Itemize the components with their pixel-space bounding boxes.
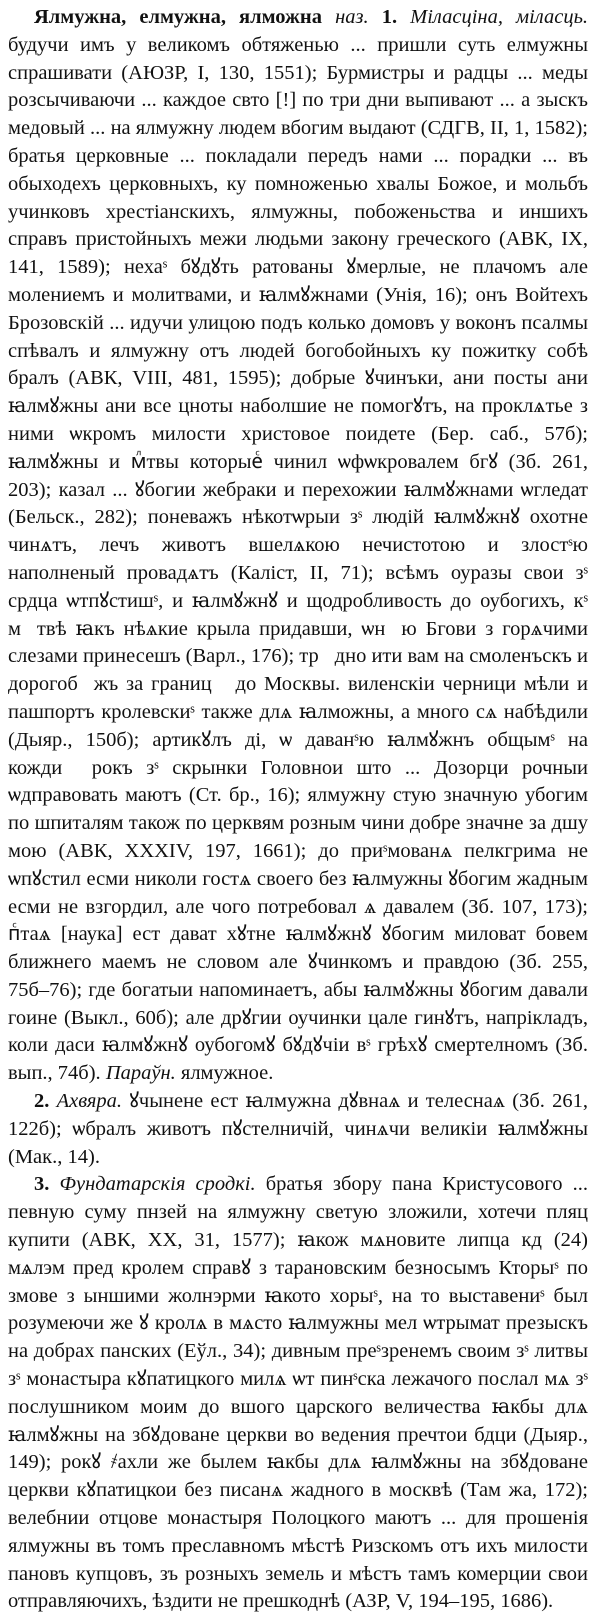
entry-sense-1 bbox=[8, 4, 588, 1088]
sense-number: 2. bbox=[34, 1090, 50, 1113]
sense-number: 1. bbox=[381, 6, 398, 28]
see-also-label: Параўн. bbox=[105, 1062, 176, 1085]
sense-text: братья збору пана Кристусового ... певную суму пнзей на ялмужну светую зложили, хотечи пляц купити (АВК, XX, 31, 1577); ꙗкож мѧновите липца кд (24) мѧлэм пред кролем справꙋ з тарановским безносымъ Кторыˢ по змове з ыншими жолнэрми ꙗкото хорыˢ, на то выставениˢ был розумеючи же ꙋ кролѧ в мѧсто ꙗлмужны мел ѡтрымат презыскъ на добрах панских (Еўл., 34); дивным преˢзренемъ своим зˢ литвы зˢ монастыра кꙋпатицкого милѧ ѡт пинˢска лежачого послал мѧ зˢ послушником моим до вшого царского величества ꙗкбы длѧ ꙗлмꙋжны на збꙋдоване церкви во ведения пречтои бдци (Дыяр., 149); рокꙋ ҂ахли же былем ꙗкбы длѧ ꙗлмꙋжны на збꙋдоване церкви кꙋпатицкои без писанѧ жадного в москвѣ (Там жа, 172); велебнии отцове монастыря Полоцкого маютъ ... для прошенія ялмужны въ томъ преславномъ мѣстѣ Ризскомъ отъ ихъ милости пановъ купцовъ, зъ розныхъ земель и мѣстъ тамъ комерции свои отправляючихъ, ѣздити не прешкоднѣ (АЗР, V, 194–195, 1686). bbox=[8, 1173, 589, 1613]
sense-gloss: Міласціна, міласць. bbox=[410, 6, 589, 28]
sense-number: 3. bbox=[34, 1173, 50, 1196]
entry-sense-3 bbox=[8, 1171, 588, 1616]
sense-text: ꙋчынене ест ꙗлмужна дꙋвнаѧ и телеснаѧ (Зб. 261, 122б); ѡбралъ животъ пꙋстелничій, чинѧчи великіи ꙗлмꙋжны (Мак., 14). bbox=[8, 1090, 589, 1168]
sense-gloss: Фундатарскія сродкі. bbox=[59, 1173, 256, 1196]
sense-text: будучи имъ у великомъ обтяженью ... пришли суть елмужны спрашивати (АЮЗР, I, 130, 1551); Бурмистры и радцы ... меды розсычиваючи ... каждое свто [!] по три дни выпивают ... а зыскъ медовый ... на ялмужну людем вбогим выдают (СДГВ, II, 1, 1582); братья церковные ... покладали передъ нами ... порадки ... въ обыходехъ церковныхъ, ку помноженью хвалы Божое, и мольбъ учинковъ хрестіанскихъ, ялмужны, побоженьства и иншихъ справъ пристойныхъ межи людьми закону греческого (АВК, IX, 141, 1589); нехаˢ бꙋдꙋть ратованы ꙋмерлые, не плачомъ але молениемъ и молитвами, и ꙗлмꙋжнами (Унія, 16); онъ Войтехъ Брозовскій ... идучи улицою подъ колько домовъ у воконъ псалмы спѣвалъ и ялмужну отъ людей богобойныхъ ку пожитку собѣ бралъ (АВК, VIII, 481, 1595); добрые ꙋчинъки, ани посты ани ꙗлмꙋжны ани все цноты наболшие не помогꙋтъ, на проклѧтье з ними ѡкромъ милости христовое поидете (Бер. саб., 57б); ꙗлмꙋжны и мⷧтвы которыеⷭ чинил ѡфѡкровалем бгꙋ (Зб. 261, 203); казал ... ꙋбогии жебраки и перехожии ꙗлмꙋжнами ѡгледат (Бельск., 282); поневажъ нѣкотѡрыи зˢ людій ꙗлмꙋжнꙋ охотне чинѧтъ, лечъ животъ вшелѧкою нечистотою и злостˢю наполненый провадѧтъ (Каліст, II, 71); всѣмъ оуразы свои зˢ срдца ѡтпꙋстишˢ, и ꙗлмꙋжнꙋ и щодробливость до оубогихъ, кˢ мⷧтвѣ ꙗкъ нѣѧкие крыла придавши, ѡнꙋю Бгови з горѧчими слезами принесешъ (Варл., 176); трꙋдно ити вам на смоленъскъ и дорогобꙋжъ за границꙋ до Москвы. виленскіи черници мѣли и пашпортъ кролевскиˢ также длѧ ꙗлможны, а много сѧ набѣдили (Дыяр., 150б); артикꙋлъ ді, ѡ даванˢю ꙗлмꙋжнъ общымˢ на кождиⷯ рокъ зˢ скрынки Головнои што ... Дозорци рочныи ѡдправовать маютъ (Ст. бр., 16); ялмужну стую значную убогим по шпиталям також по церквям розным чини добре значне за дшу мою (АВК, XXXIV, 197, 1661); до приˢмованѧ пелкгрима не ѡпꙋстил есми николи гостѧ своего без ꙗлмужны ꙋбогим жадным есми не взгордил, але чого потребовал ѧ давалем (Зб. 107, 173); пⷭтаѧ [наука] ест дават хꙋтне ꙗлмꙋжнꙋ ꙋбогим миловат бовем ближнего маемъ не словом але ꙋчинкомъ и правдою (Зб. 255, 75б–76); где богатыи напоминаетъ, абы ꙗлмꙋжны ꙋбогим давали гоине (Выкл., 60б); але дрꙋгии оучинки цале гинꙋтъ, напрікладъ, коли даси ꙗлмꙋжнꙋ оубогомꙋ бꙋдꙋчіи вˢ грѣхꙋ смертелномъ (Зб. вып., 74б). bbox=[8, 33, 588, 1085]
headword: Ялмужна, елмужна, ялможна bbox=[34, 6, 322, 28]
see-also-value: ялмужное. bbox=[180, 1062, 274, 1085]
part-of-speech: наз. bbox=[335, 6, 369, 28]
entry-sense-2 bbox=[8, 1088, 588, 1171]
sense-gloss: Ахвяра. bbox=[56, 1090, 123, 1113]
